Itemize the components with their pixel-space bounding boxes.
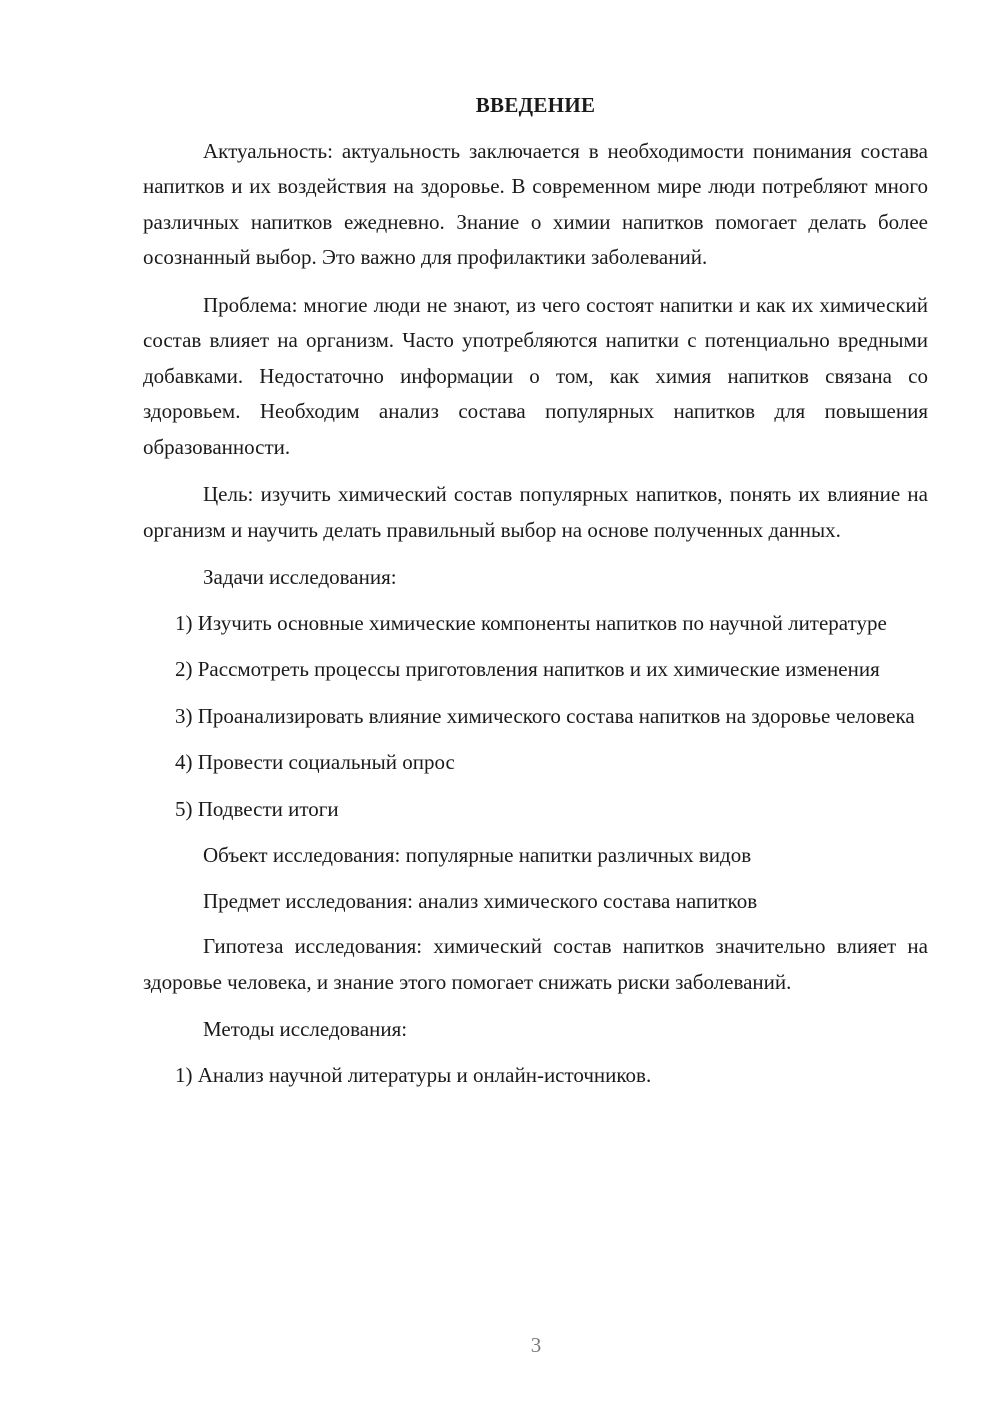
task-item: 3) Проанализировать влияние химического состава напитков на здоровье человека: [175, 703, 915, 728]
task-item: 2) Рассмотреть процессы приготовления напитков и их химические изменения: [175, 657, 880, 681]
task-item: 4) Провести социальный опрос: [175, 750, 455, 774]
subject-line: Предмет исследования: анализ химического состава напитков: [203, 888, 758, 913]
relevance-paragraph: Актуальность: актуальность заключается в необходимости понимания состава напитков и их воздействия на здоровье. В современном мире люди потребляют много различных напитков ежедневно. Знание о химии напитков помогает делать более осознанный выбор. Это важно для профилактики заболеваний.: [143, 138, 928, 269]
goal-paragraph: Цель: изучить химический состав популярных напитков, понять их влияние на организм и научить делать правильный выбор на основе полученных данных.: [143, 482, 928, 542]
object-line: Объект исследования: популярные напитки различных видов: [203, 843, 752, 867]
task-item: 5) Подвести итоги: [175, 796, 339, 821]
tasks-heading: Задачи исследования:: [203, 565, 397, 589]
task-item: 1) Изучить основные химические компоненты напитков по научной литературе: [175, 610, 887, 635]
document-page: [143, 88, 928, 1104]
methods-heading: Методы исследования:: [203, 1017, 408, 1041]
section-title: ВВЕДЕНИЕ: [475, 93, 596, 117]
problem-paragraph: Проблема: многие люди не знают, из чего состоят напитки и как их химический состав влияет на организм. Часто употребляются напитки с потенциально вредными добавками. Недостаточно информации о том, как химия напитков связана со здоровьем. Необходим анализ состава популярных напитков для повышения образованности.: [143, 292, 928, 459]
page-number: 3: [530, 1333, 542, 1357]
hypothesis-paragraph: Гипотеза исследования: химический состав напитков значительно влияет на здоровье человека, и знание этого помогает снижать риски заболеваний.: [143, 934, 928, 994]
method-item: 1) Анализ научной литературы и онлайн-источников.: [175, 1062, 652, 1087]
